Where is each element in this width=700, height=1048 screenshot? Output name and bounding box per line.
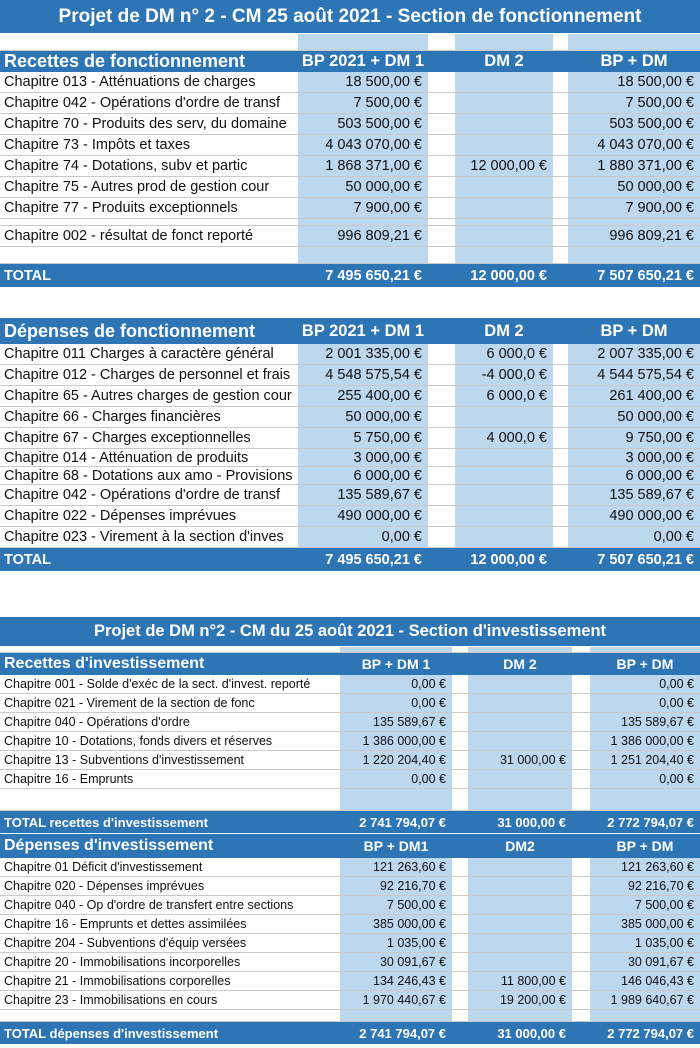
value-col-1: 0,00 € bbox=[298, 527, 428, 547]
value-col-1: 0,00 € bbox=[340, 694, 452, 712]
table-row bbox=[0, 93, 700, 114]
value-col-3: 135 589,67 € bbox=[590, 713, 700, 731]
table-row bbox=[0, 467, 700, 485]
value-col-2: 6 000,0 € bbox=[455, 344, 553, 364]
table-row bbox=[0, 896, 700, 915]
value-col-1: 1 868 371,00 € bbox=[298, 156, 428, 176]
value-col-3: 0,00 € bbox=[590, 675, 700, 693]
total-row bbox=[0, 811, 700, 833]
table-row bbox=[0, 694, 700, 713]
total-row bbox=[0, 548, 700, 571]
value-col-2 bbox=[455, 135, 553, 155]
value-col-3: 2 007 335,00 € bbox=[568, 344, 700, 364]
row-label: Chapitre 77 - Produits exceptionnels bbox=[4, 200, 238, 216]
value-col-2: 31 000,00 € bbox=[497, 1025, 566, 1041]
value-col-2 bbox=[455, 485, 553, 505]
value-col-3: 0,00 € bbox=[590, 694, 700, 712]
value-col-2: 11 800,00 € bbox=[468, 972, 572, 990]
value-col-1: 2 741 794,07 € bbox=[359, 1025, 446, 1041]
row-label: Chapitre 20 - Immobilisations incorporelles bbox=[4, 955, 241, 969]
table-row bbox=[0, 858, 700, 877]
value-col-1: 7 500,00 € bbox=[340, 896, 452, 914]
value-col-1: 30 091,67 € bbox=[340, 953, 452, 971]
row-label: Chapitre 16 - Emprunts bbox=[4, 772, 134, 786]
value-col-3: 261 400,00 € bbox=[568, 386, 700, 406]
table-row bbox=[0, 991, 700, 1010]
table-row bbox=[0, 156, 700, 177]
value-col-3: 92 216,70 € bbox=[590, 877, 700, 895]
row-label: Chapitre 042 - Opérations d'ordre de transf bbox=[4, 95, 281, 111]
value-col-2 bbox=[455, 449, 553, 466]
value-col-2: 31 000,00 € bbox=[497, 814, 566, 830]
value-col-2 bbox=[468, 953, 572, 971]
value-col-3: 490 000,00 € bbox=[568, 506, 700, 526]
table-row bbox=[0, 934, 700, 953]
value-col-2 bbox=[468, 770, 572, 788]
value-col-3: 996 809,21 € bbox=[568, 226, 700, 246]
row-label: Chapitre 23 - Immobilisations en cours bbox=[4, 993, 218, 1007]
table-row bbox=[0, 527, 700, 548]
value-col-1: 2 741 794,07 € bbox=[359, 814, 446, 830]
table-row bbox=[0, 713, 700, 732]
table-row bbox=[0, 877, 700, 896]
value-col-1: 50 000,00 € bbox=[298, 407, 428, 427]
value-col-1: 1 220 204,40 € bbox=[340, 751, 452, 769]
table-header-row bbox=[0, 318, 700, 344]
fonctionnement-title: Projet de DM n° 2 - CM 25 août 2021 - Section de fonctionnement bbox=[0, 0, 700, 33]
value-col-2 bbox=[455, 114, 553, 134]
row-label: Chapitre 012 - Charges de personnel et frais bbox=[4, 367, 291, 383]
value-col-1: BP 2021 + DM 1 bbox=[301, 321, 425, 340]
value-col-3: 3 000,00 € bbox=[568, 449, 700, 466]
row-label: Chapitre 01 Déficit d'investissement bbox=[4, 860, 203, 874]
value-col-3: 0,00 € bbox=[568, 527, 700, 547]
table-row bbox=[0, 365, 700, 386]
value-col-2: 12 000,00 € bbox=[470, 551, 547, 568]
table-row bbox=[0, 751, 700, 770]
value-col-1: 2 001 335,00 € bbox=[298, 344, 428, 364]
value-col-1: 996 809,21 € bbox=[298, 226, 428, 246]
value-col-3: BP + DM bbox=[616, 838, 674, 854]
value-col-2 bbox=[455, 407, 553, 427]
value-col-3: 7 507 650,21 € bbox=[597, 267, 694, 284]
value-col-1: 92 216,70 € bbox=[340, 877, 452, 895]
table-row bbox=[0, 770, 700, 789]
value-col-1: BP + DM 1 bbox=[361, 656, 431, 672]
table-row bbox=[0, 226, 700, 247]
value-col-3: 4 544 575,54 € bbox=[568, 365, 700, 385]
recettes-investissement-table bbox=[0, 647, 700, 833]
value-col-1: 134 246,43 € bbox=[340, 972, 452, 990]
value-col-2 bbox=[468, 713, 572, 731]
row-label: Chapitre 10 - Dotations, fonds divers et réserves bbox=[4, 734, 273, 748]
row-label: Chapitre 67 - Charges exceptionnelles bbox=[4, 430, 251, 446]
value-col-1: BP 2021 + DM 1 bbox=[301, 52, 425, 70]
value-col-1: 50 000,00 € bbox=[298, 177, 428, 197]
row-label: Chapitre 21 - Immobilisations corporelles bbox=[4, 974, 231, 988]
value-col-2: DM2 bbox=[505, 838, 535, 854]
table-row bbox=[0, 198, 700, 219]
table-row bbox=[0, 449, 700, 467]
section-heading: Recettes de fonctionnement bbox=[4, 51, 246, 71]
value-col-2: 12 000,00 € bbox=[455, 156, 553, 176]
value-col-3: 50 000,00 € bbox=[568, 177, 700, 197]
row-label: Chapitre 73 - Impôts et taxes bbox=[4, 137, 191, 153]
value-col-1: 0,00 € bbox=[340, 675, 452, 693]
value-col-3: 146 046,43 € bbox=[590, 972, 700, 990]
investissement-title: Projet de DM n°2 - CM du 25 août 2021 - Section d'investissement bbox=[0, 617, 700, 646]
row-label: Chapitre 040 - Op d'ordre de transfert entre sections bbox=[4, 898, 294, 912]
value-col-1: 1 386 000,00 € bbox=[340, 732, 452, 750]
value-col-2 bbox=[455, 198, 553, 218]
row-label: Chapitre 13 - Subventions d'investissement bbox=[4, 753, 245, 767]
value-col-3: 2 772 794,07 € bbox=[607, 1025, 694, 1041]
row-label: Chapitre 042 - Opérations d'ordre de transf bbox=[4, 487, 281, 503]
value-col-1: BP + DM1 bbox=[363, 838, 429, 854]
value-col-2 bbox=[468, 732, 572, 750]
table-header-row bbox=[0, 834, 700, 858]
value-col-3: 1 386 000,00 € bbox=[590, 732, 700, 750]
value-col-2 bbox=[455, 467, 553, 484]
row-label: Chapitre 022 - Dépenses imprévues bbox=[4, 508, 237, 524]
value-col-3: 4 043 070,00 € bbox=[568, 135, 700, 155]
spacer-row bbox=[0, 1010, 700, 1022]
depenses-fonctionnement-table bbox=[0, 318, 700, 571]
value-col-1: 5 750,00 € bbox=[298, 428, 428, 448]
value-col-2: 12 000,00 € bbox=[470, 267, 547, 284]
value-col-1: 0,00 € bbox=[340, 770, 452, 788]
value-col-1: 1 970 440,67 € bbox=[340, 991, 452, 1009]
section-heading: Dépenses d'investissement bbox=[4, 837, 214, 854]
table-row bbox=[0, 177, 700, 198]
table-row bbox=[0, 675, 700, 694]
row-label: Chapitre 68 - Dotations aux amo - Provisions bbox=[4, 467, 293, 484]
spacer-row bbox=[0, 34, 700, 51]
value-col-3: 6 000,00 € bbox=[568, 467, 700, 484]
row-label: Chapitre 74 - Dotations, subv et partic bbox=[4, 158, 248, 174]
row-label: Chapitre 014 - Atténuation de produits bbox=[4, 449, 249, 466]
value-col-2: 19 200,00 € bbox=[468, 991, 572, 1009]
value-col-2 bbox=[455, 93, 553, 113]
spacer-row bbox=[0, 247, 700, 264]
row-label: Chapitre 002 - résultat de fonct reporté bbox=[4, 228, 254, 244]
value-col-1: 4 043 070,00 € bbox=[298, 135, 428, 155]
value-col-1: 490 000,00 € bbox=[298, 506, 428, 526]
row-label: Chapitre 001 - Solde d'exéc de la sect. d'invest. reporté bbox=[4, 677, 311, 691]
table-row bbox=[0, 114, 700, 135]
value-col-1: 7 900,00 € bbox=[298, 198, 428, 218]
section-heading: Dépenses de fonctionnement bbox=[4, 320, 256, 341]
value-col-2 bbox=[455, 177, 553, 197]
row-label: TOTAL dépenses d'investissement bbox=[4, 1025, 219, 1041]
row-label: Chapitre 013 - Atténuations de charges bbox=[4, 74, 256, 90]
value-col-3: 2 772 794,07 € bbox=[607, 814, 694, 830]
row-label: Chapitre 65 - Autres charges de gestion cour bbox=[4, 388, 292, 404]
table-row bbox=[0, 732, 700, 751]
value-col-3: 1 035,00 € bbox=[590, 934, 700, 952]
table-row bbox=[0, 972, 700, 991]
table-header-row bbox=[0, 51, 700, 72]
value-col-3: 7 500,00 € bbox=[590, 896, 700, 914]
row-label: Chapitre 040 - Opérations d'ordre bbox=[4, 715, 190, 729]
value-col-2 bbox=[455, 72, 553, 92]
row-label: TOTAL bbox=[4, 551, 51, 568]
row-label: TOTAL bbox=[4, 267, 51, 284]
row-label: Chapitre 020 - Dépenses imprévues bbox=[4, 879, 205, 893]
spacer-row bbox=[0, 789, 700, 811]
value-col-3: 503 500,00 € bbox=[568, 114, 700, 134]
value-col-1: 135 589,67 € bbox=[298, 485, 428, 505]
value-col-1: 7 500,00 € bbox=[298, 93, 428, 113]
depenses-investissement-table bbox=[0, 834, 700, 1044]
row-label: Chapitre 70 - Produits des serv, du domaine bbox=[4, 116, 287, 132]
recettes-fonctionnement-table bbox=[0, 34, 700, 287]
row-label: Chapitre 66 - Charges financières bbox=[4, 409, 221, 425]
value-col-2 bbox=[468, 858, 572, 876]
row-label: Chapitre 021 - Virement de la section de fonc bbox=[4, 696, 255, 710]
value-col-1: 1 035,00 € bbox=[340, 934, 452, 952]
value-col-2 bbox=[455, 506, 553, 526]
value-col-3: BP + DM bbox=[600, 321, 668, 340]
value-col-3: 1 989 640,67 € bbox=[590, 991, 700, 1009]
table-row bbox=[0, 485, 700, 506]
table-row bbox=[0, 953, 700, 972]
value-col-2: 31 000,00 € bbox=[468, 751, 572, 769]
value-col-3: 9 750,00 € bbox=[568, 428, 700, 448]
table-row bbox=[0, 506, 700, 527]
value-col-3: 0,00 € bbox=[590, 770, 700, 788]
value-col-2 bbox=[468, 896, 572, 914]
value-col-2 bbox=[455, 226, 553, 246]
row-label: Chapitre 023 - Virement à la section d'inves bbox=[4, 529, 284, 545]
value-col-1: 7 495 650,21 € bbox=[325, 267, 422, 284]
value-col-1: 121 263,60 € bbox=[340, 858, 452, 876]
value-col-3: 135 589,67 € bbox=[568, 485, 700, 505]
table-row bbox=[0, 344, 700, 365]
value-col-1: 18 500,00 € bbox=[298, 72, 428, 92]
value-col-2: DM 2 bbox=[503, 656, 537, 672]
table-row bbox=[0, 135, 700, 156]
value-col-3: 7 507 650,21 € bbox=[597, 551, 694, 568]
value-col-3: 1 880 371,00 € bbox=[568, 156, 700, 176]
value-col-2 bbox=[468, 675, 572, 693]
value-col-2: DM 2 bbox=[484, 321, 524, 340]
value-col-2: 4 000,0 € bbox=[455, 428, 553, 448]
value-col-1: 385 000,00 € bbox=[340, 915, 452, 933]
value-col-2 bbox=[468, 694, 572, 712]
table-row bbox=[0, 72, 700, 93]
value-col-2: DM 2 bbox=[484, 52, 524, 70]
table-header-row bbox=[0, 653, 700, 675]
value-col-1: 4 548 575,54 € bbox=[298, 365, 428, 385]
value-col-1: 135 589,67 € bbox=[340, 713, 452, 731]
value-col-1: 6 000,00 € bbox=[298, 467, 428, 484]
value-col-3: 50 000,00 € bbox=[568, 407, 700, 427]
value-col-2 bbox=[468, 877, 572, 895]
table-row bbox=[0, 407, 700, 428]
value-col-2: -4 000,0 € bbox=[455, 365, 553, 385]
value-col-3: 385 000,00 € bbox=[590, 915, 700, 933]
value-col-3: BP + DM bbox=[616, 656, 674, 672]
table-row bbox=[0, 915, 700, 934]
value-col-3: BP + DM bbox=[600, 52, 668, 70]
value-col-3: 7 900,00 € bbox=[568, 198, 700, 218]
row-label: Chapitre 16 - Emprunts et dettes assimilées bbox=[4, 917, 247, 931]
value-col-2 bbox=[468, 915, 572, 933]
value-col-1: 3 000,00 € bbox=[298, 449, 428, 466]
row-label: Chapitre 204 - Subventions d'équip versées bbox=[4, 936, 247, 950]
value-col-3: 30 091,67 € bbox=[590, 953, 700, 971]
value-col-2: 6 000,0 € bbox=[455, 386, 553, 406]
value-col-3: 18 500,00 € bbox=[568, 72, 700, 92]
table-row bbox=[0, 386, 700, 407]
total-row bbox=[0, 1022, 700, 1044]
spacer-row bbox=[0, 219, 700, 226]
value-col-3: 1 251 204,40 € bbox=[590, 751, 700, 769]
value-col-1: 503 500,00 € bbox=[298, 114, 428, 134]
value-col-1: 255 400,00 € bbox=[298, 386, 428, 406]
value-col-2 bbox=[468, 934, 572, 952]
value-col-2 bbox=[455, 527, 553, 547]
section-heading: Recettes d'investissement bbox=[4, 655, 205, 672]
table-row bbox=[0, 428, 700, 449]
value-col-1: 7 495 650,21 € bbox=[325, 551, 422, 568]
value-col-3: 7 500,00 € bbox=[568, 93, 700, 113]
row-label: Chapitre 011 Charges à caractère général bbox=[4, 346, 274, 362]
row-label: TOTAL recettes d'investissement bbox=[4, 814, 208, 830]
value-col-3: 121 263,60 € bbox=[590, 858, 700, 876]
row-label: Chapitre 75 - Autres prod de gestion cour bbox=[4, 179, 270, 195]
total-row bbox=[0, 264, 700, 287]
